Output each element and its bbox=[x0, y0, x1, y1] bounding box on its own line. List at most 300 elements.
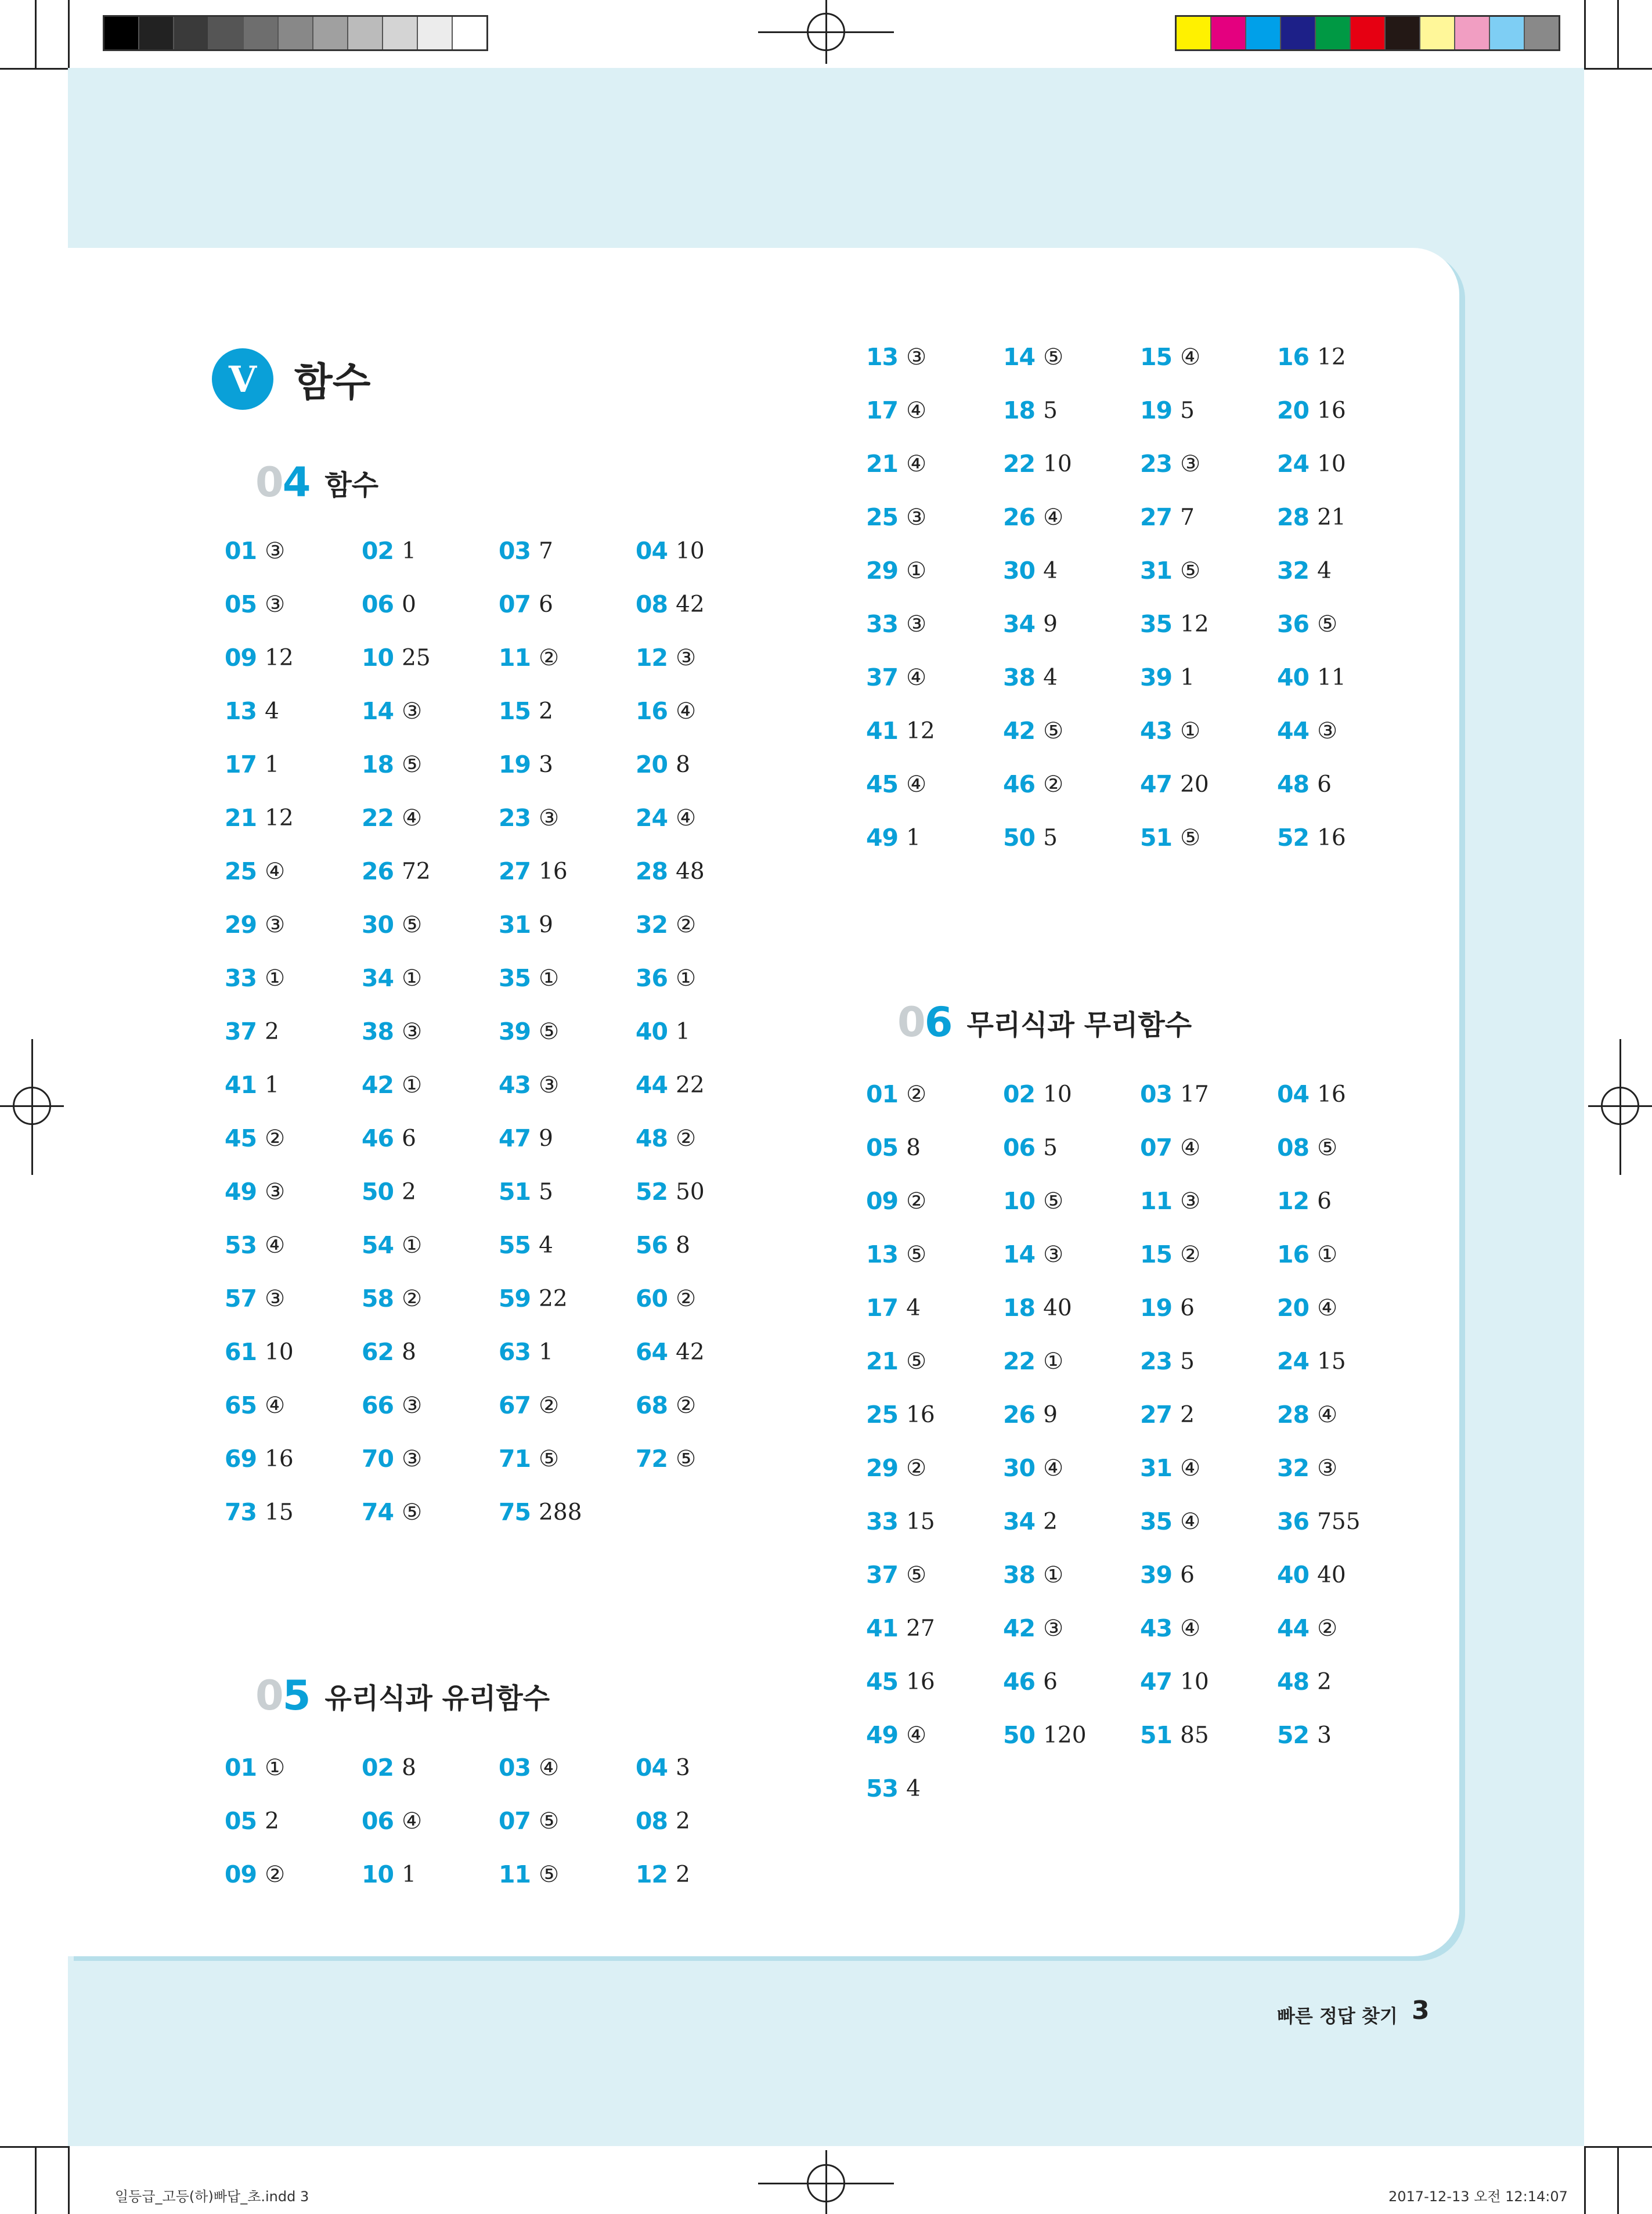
question-number: 10 bbox=[362, 1860, 394, 1888]
question-number: 70 bbox=[362, 1445, 394, 1473]
answer-value: 1 bbox=[539, 1339, 553, 1365]
answer-value: ③ bbox=[539, 1072, 560, 1098]
answer-value: 5 bbox=[539, 1178, 553, 1205]
answer-item bbox=[866, 758, 1003, 811]
answer-item bbox=[1140, 811, 1277, 864]
answer-value: ④ bbox=[906, 771, 927, 798]
question-number: 23 bbox=[1140, 450, 1173, 478]
answer-item bbox=[1277, 544, 1414, 597]
answer-value: ⑤ bbox=[906, 1348, 927, 1375]
answer-item bbox=[636, 1794, 773, 1848]
question-number: 13 bbox=[866, 343, 899, 371]
question-number: 52 bbox=[636, 1178, 668, 1206]
answer-value: ② bbox=[906, 1455, 927, 1481]
answer-value: 7 bbox=[1180, 504, 1195, 531]
question-number: 04 bbox=[636, 1754, 668, 1782]
answer-value: 120 bbox=[1043, 1722, 1087, 1748]
question-number: 24 bbox=[1277, 1347, 1310, 1375]
answer-value: ③ bbox=[1317, 717, 1338, 744]
answer-item bbox=[499, 578, 636, 631]
answer-value: 8 bbox=[402, 1339, 416, 1365]
answer-item bbox=[636, 951, 773, 1005]
answer-item bbox=[225, 898, 362, 951]
question-number: 36 bbox=[636, 964, 668, 992]
answer-value: 72 bbox=[402, 858, 431, 885]
answer-item bbox=[866, 330, 1003, 384]
color-swatch bbox=[1386, 17, 1420, 49]
answer-item bbox=[225, 1218, 362, 1272]
question-number: 29 bbox=[225, 911, 257, 939]
answer-value: 2 bbox=[676, 1808, 690, 1834]
answer-item bbox=[1277, 1121, 1414, 1174]
answer-value: ② bbox=[676, 1285, 697, 1312]
answer-value: 12 bbox=[265, 805, 294, 831]
answer-item bbox=[1277, 1174, 1414, 1228]
question-number: 15 bbox=[499, 697, 531, 725]
question-number: 32 bbox=[636, 911, 668, 939]
answer-value: ⑤ bbox=[1180, 824, 1201, 851]
answer-item bbox=[1277, 491, 1414, 544]
question-number: 36 bbox=[1277, 1508, 1310, 1535]
question-number: 13 bbox=[225, 697, 257, 725]
answer-value: 2 bbox=[539, 698, 553, 724]
answer-value: ④ bbox=[402, 805, 423, 831]
question-number: 35 bbox=[499, 964, 531, 992]
answer-value: ② bbox=[265, 1125, 286, 1152]
answer-item bbox=[362, 1432, 499, 1485]
answer-value: 1 bbox=[265, 1072, 279, 1098]
answer-item bbox=[1003, 811, 1140, 864]
question-number: 60 bbox=[636, 1285, 668, 1312]
answer-item bbox=[499, 845, 636, 898]
answer-item bbox=[636, 1741, 773, 1794]
answer-item bbox=[1277, 384, 1414, 437]
answer-item bbox=[362, 578, 499, 631]
question-number: 24 bbox=[636, 804, 668, 832]
answer-item bbox=[636, 1272, 773, 1325]
answer-value: ⑤ bbox=[402, 1499, 423, 1526]
question-number: 51 bbox=[499, 1178, 531, 1206]
answer-item bbox=[362, 1325, 499, 1379]
answer-value: 12 bbox=[1180, 611, 1209, 637]
answer-value: ② bbox=[906, 1188, 927, 1214]
answer-value: 15 bbox=[906, 1508, 935, 1535]
crop-mark bbox=[68, 0, 70, 68]
question-number: 10 bbox=[1003, 1187, 1036, 1215]
section-heading-06 bbox=[897, 998, 1192, 1046]
section-title: 유리식과 유리함수 bbox=[324, 1682, 550, 1715]
answer-grid-05-right bbox=[866, 330, 1414, 864]
answer-item bbox=[362, 1112, 499, 1165]
answer-value: ③ bbox=[1317, 1455, 1338, 1481]
answer-item bbox=[636, 631, 773, 684]
answer-value: ⑤ bbox=[402, 751, 423, 778]
answer-value: 4 bbox=[539, 1232, 553, 1259]
answer-item bbox=[1003, 1548, 1140, 1602]
answer-item bbox=[866, 1655, 1003, 1708]
answer-value: 2 bbox=[402, 1178, 416, 1205]
question-number: 01 bbox=[866, 1080, 899, 1108]
question-number: 44 bbox=[1277, 717, 1310, 745]
question-number: 06 bbox=[1003, 1134, 1036, 1162]
answer-value: ③ bbox=[539, 805, 560, 831]
answer-value: ② bbox=[676, 1392, 697, 1419]
answer-item bbox=[499, 1005, 636, 1058]
question-number: 53 bbox=[866, 1775, 899, 1802]
answer-value: ③ bbox=[1043, 1615, 1064, 1642]
question-number: 31 bbox=[1140, 557, 1173, 585]
answer-value: 16 bbox=[906, 1668, 935, 1695]
question-number: 50 bbox=[1003, 824, 1036, 852]
question-number: 43 bbox=[499, 1071, 531, 1099]
answer-value: 16 bbox=[1317, 397, 1346, 424]
question-number: 17 bbox=[866, 396, 899, 424]
answer-item bbox=[1140, 384, 1277, 437]
crop-mark bbox=[1584, 2146, 1586, 2214]
answer-value: 2 bbox=[1180, 1401, 1195, 1428]
answer-value: 16 bbox=[1317, 824, 1346, 851]
answer-item bbox=[866, 544, 1003, 597]
answer-value: 8 bbox=[676, 751, 690, 778]
answer-item bbox=[636, 1165, 773, 1218]
color-swatch bbox=[418, 17, 453, 49]
answer-value: 5 bbox=[1180, 1348, 1195, 1375]
answer-value: ③ bbox=[402, 1018, 423, 1045]
answer-value: ④ bbox=[676, 805, 697, 831]
answer-item bbox=[1277, 597, 1414, 651]
answer-item bbox=[499, 1741, 636, 1794]
answer-item bbox=[1140, 1441, 1277, 1495]
answer-item bbox=[499, 1379, 636, 1432]
question-number: 33 bbox=[225, 964, 257, 992]
question-number: 16 bbox=[1277, 1241, 1310, 1268]
question-number: 03 bbox=[499, 1754, 531, 1782]
question-number: 27 bbox=[1140, 1401, 1173, 1429]
question-number: 14 bbox=[362, 697, 394, 725]
answer-value: ⑤ bbox=[1043, 344, 1064, 370]
answer-item bbox=[866, 1388, 1003, 1441]
answer-item bbox=[866, 597, 1003, 651]
answer-value: ④ bbox=[539, 1754, 560, 1781]
section-number: 06 bbox=[897, 998, 952, 1046]
question-number: 03 bbox=[499, 537, 531, 565]
color-swatch bbox=[1525, 17, 1559, 49]
answer-item bbox=[1140, 491, 1277, 544]
question-number: 45 bbox=[866, 1668, 899, 1696]
grayscale-color-bar bbox=[103, 15, 488, 51]
answer-value: 16 bbox=[539, 858, 568, 885]
answer-item bbox=[225, 1058, 362, 1112]
color-swatch bbox=[279, 17, 313, 49]
question-number: 34 bbox=[1003, 610, 1036, 638]
answer-value: 12 bbox=[1317, 344, 1346, 370]
answer-value: ④ bbox=[906, 450, 927, 477]
answer-item bbox=[1277, 1655, 1414, 1708]
crop-mark bbox=[68, 2146, 70, 2214]
question-number: 05 bbox=[225, 590, 257, 618]
question-number: 02 bbox=[1003, 1080, 1036, 1108]
answer-item bbox=[225, 1325, 362, 1379]
answer-item bbox=[636, 738, 773, 791]
answer-item bbox=[362, 1058, 499, 1112]
answer-value: ④ bbox=[1180, 1455, 1201, 1481]
color-swatch bbox=[1420, 17, 1455, 49]
answer-item bbox=[866, 1708, 1003, 1762]
question-number: 11 bbox=[499, 1860, 531, 1888]
answer-item bbox=[499, 791, 636, 845]
question-number: 65 bbox=[225, 1391, 257, 1419]
question-number: 15 bbox=[1140, 343, 1173, 371]
answer-value: 2 bbox=[676, 1861, 690, 1888]
answer-value: ③ bbox=[906, 504, 927, 531]
answer-value: 85 bbox=[1180, 1722, 1209, 1748]
question-number: 45 bbox=[866, 770, 899, 798]
answer-value: ④ bbox=[906, 1722, 927, 1748]
answer-item bbox=[499, 1058, 636, 1112]
answer-item bbox=[1277, 1495, 1414, 1548]
answer-item bbox=[636, 1112, 773, 1165]
answer-item bbox=[1140, 704, 1277, 758]
process-color-bar bbox=[1175, 15, 1560, 51]
answer-value: ⑤ bbox=[539, 1445, 560, 1472]
color-swatch bbox=[244, 17, 279, 49]
answer-item bbox=[1140, 1281, 1277, 1335]
answer-item bbox=[1140, 1548, 1277, 1602]
answer-value: ④ bbox=[1180, 1615, 1201, 1642]
question-number: 20 bbox=[1277, 1294, 1310, 1322]
answer-item bbox=[362, 898, 499, 951]
answer-item bbox=[499, 951, 636, 1005]
question-number: 73 bbox=[225, 1498, 257, 1526]
answer-item bbox=[1277, 704, 1414, 758]
crop-mark bbox=[1617, 2146, 1619, 2214]
answer-value: 6 bbox=[1180, 1562, 1195, 1588]
question-number: 20 bbox=[1277, 396, 1310, 424]
answer-value: ① bbox=[676, 965, 697, 991]
answer-item bbox=[225, 951, 362, 1005]
answer-value: ④ bbox=[1180, 1134, 1201, 1161]
answer-item bbox=[636, 1058, 773, 1112]
answer-item bbox=[1003, 1174, 1140, 1228]
answer-item bbox=[1277, 437, 1414, 491]
answer-item bbox=[225, 524, 362, 578]
question-number: 71 bbox=[499, 1445, 531, 1473]
answer-value: ③ bbox=[265, 538, 286, 564]
answer-value: ④ bbox=[906, 397, 927, 424]
question-number: 47 bbox=[499, 1124, 531, 1152]
question-number: 47 bbox=[1140, 770, 1173, 798]
answer-item bbox=[636, 578, 773, 631]
answer-value: ③ bbox=[676, 644, 697, 671]
question-number: 30 bbox=[1003, 557, 1036, 585]
question-number: 27 bbox=[1140, 503, 1173, 531]
question-number: 44 bbox=[1277, 1614, 1310, 1642]
question-number: 31 bbox=[1140, 1454, 1173, 1482]
answer-item bbox=[1277, 1548, 1414, 1602]
answer-value: ③ bbox=[265, 591, 286, 618]
answer-value: 9 bbox=[1043, 1401, 1058, 1428]
question-number: 02 bbox=[362, 1754, 394, 1782]
answer-item bbox=[225, 738, 362, 791]
answer-item bbox=[1277, 1388, 1414, 1441]
answer-item bbox=[1140, 1228, 1277, 1281]
answer-value: ② bbox=[1317, 1615, 1338, 1642]
answer-item bbox=[225, 1112, 362, 1165]
question-number: 42 bbox=[1003, 717, 1036, 745]
question-number: 11 bbox=[499, 644, 531, 672]
question-number: 56 bbox=[636, 1231, 668, 1259]
answer-item bbox=[636, 1379, 773, 1432]
answer-item bbox=[225, 631, 362, 684]
question-number: 01 bbox=[225, 537, 257, 565]
question-number: 07 bbox=[1140, 1134, 1173, 1162]
answer-value: ① bbox=[265, 1754, 286, 1781]
answer-value: 4 bbox=[1043, 557, 1058, 584]
answer-value: 15 bbox=[265, 1499, 294, 1526]
answer-value: ① bbox=[1043, 1348, 1064, 1375]
answer-item bbox=[636, 1848, 773, 1901]
question-number: 59 bbox=[499, 1285, 531, 1312]
answer-value: 6 bbox=[539, 591, 553, 618]
answer-item bbox=[362, 951, 499, 1005]
question-number: 27 bbox=[499, 857, 531, 885]
answer-item bbox=[1140, 1495, 1277, 1548]
answer-value: 12 bbox=[906, 717, 935, 744]
question-number: 37 bbox=[866, 1561, 899, 1589]
question-number: 18 bbox=[1003, 396, 1036, 424]
answer-item bbox=[636, 684, 773, 738]
answer-value: 8 bbox=[402, 1754, 416, 1781]
answer-item bbox=[636, 1325, 773, 1379]
question-number: 30 bbox=[1003, 1454, 1036, 1482]
answer-item bbox=[499, 1272, 636, 1325]
answer-item bbox=[1277, 1335, 1414, 1388]
question-number: 61 bbox=[225, 1338, 257, 1366]
question-number: 72 bbox=[636, 1445, 668, 1473]
answer-value: ⑤ bbox=[906, 1241, 927, 1268]
color-swatch bbox=[209, 17, 244, 49]
answer-value: 1 bbox=[906, 824, 921, 851]
answer-value: 5 bbox=[1180, 397, 1195, 424]
question-number: 66 bbox=[362, 1391, 394, 1419]
answer-item bbox=[1140, 330, 1277, 384]
question-number: 09 bbox=[866, 1187, 899, 1215]
answer-value: ⑤ bbox=[539, 1018, 560, 1045]
answer-value: ⑤ bbox=[906, 1562, 927, 1588]
answer-value: 1 bbox=[1180, 664, 1195, 691]
answer-item bbox=[1003, 1281, 1140, 1335]
chapter-number-badge: V bbox=[212, 348, 273, 410]
question-number: 28 bbox=[1277, 1401, 1310, 1429]
answer-grid-05-left bbox=[225, 1741, 773, 1901]
question-number: 07 bbox=[499, 590, 531, 618]
answer-value: 15 bbox=[1317, 1348, 1346, 1375]
answer-item bbox=[1003, 1121, 1140, 1174]
question-number: 22 bbox=[1003, 1347, 1036, 1375]
answer-item bbox=[1003, 1228, 1140, 1281]
color-swatch bbox=[1211, 17, 1246, 49]
answer-value: 50 bbox=[676, 1178, 705, 1205]
answer-value: 6 bbox=[1317, 1188, 1332, 1214]
answer-value: 1 bbox=[676, 1018, 690, 1045]
chapter-heading bbox=[212, 348, 370, 410]
answer-value: 3 bbox=[676, 1754, 690, 1781]
color-swatch bbox=[1351, 17, 1386, 49]
color-swatch bbox=[1246, 17, 1281, 49]
question-number: 16 bbox=[1277, 343, 1310, 371]
answer-item bbox=[225, 791, 362, 845]
answer-value: 2 bbox=[1043, 1508, 1058, 1535]
question-number: 19 bbox=[1140, 396, 1173, 424]
answer-value: ① bbox=[906, 557, 927, 584]
question-number: 52 bbox=[1277, 824, 1310, 852]
question-number: 38 bbox=[362, 1018, 394, 1045]
section-number: 04 bbox=[255, 459, 310, 506]
question-number: 08 bbox=[1277, 1134, 1310, 1162]
answer-value: 2 bbox=[265, 1808, 279, 1834]
answer-value: ① bbox=[402, 965, 423, 991]
question-number: 22 bbox=[362, 804, 394, 832]
answer-value: 22 bbox=[676, 1072, 705, 1098]
question-number: 44 bbox=[636, 1071, 668, 1099]
question-number: 36 bbox=[1277, 610, 1310, 638]
crop-mark bbox=[1617, 0, 1619, 68]
answer-item bbox=[1140, 1602, 1277, 1655]
question-number: 16 bbox=[636, 697, 668, 725]
answer-item bbox=[1140, 651, 1277, 704]
question-number: 04 bbox=[1277, 1080, 1310, 1108]
question-number: 28 bbox=[636, 857, 668, 885]
question-number: 58 bbox=[362, 1285, 394, 1312]
answer-item bbox=[636, 1218, 773, 1272]
question-number: 50 bbox=[1003, 1721, 1036, 1749]
answer-value: ④ bbox=[1043, 504, 1064, 531]
answer-item bbox=[1140, 758, 1277, 811]
answer-value: 5 bbox=[1043, 824, 1058, 851]
answer-value: ① bbox=[402, 1232, 423, 1259]
question-number: 53 bbox=[225, 1231, 257, 1259]
crop-mark bbox=[35, 0, 37, 68]
answer-value: 5 bbox=[1043, 397, 1058, 424]
crop-mark bbox=[35, 2146, 37, 2214]
answer-item bbox=[1003, 1388, 1140, 1441]
answer-item bbox=[362, 1848, 499, 1901]
answer-item bbox=[362, 1005, 499, 1058]
answer-value: 27 bbox=[906, 1615, 935, 1642]
color-swatch bbox=[453, 17, 486, 49]
slug-filename: 일등급_고등(하)빠답_초.indd 3 bbox=[115, 2188, 309, 2205]
color-swatch bbox=[174, 17, 209, 49]
question-number: 02 bbox=[362, 537, 394, 565]
chapter-title: 함수 bbox=[294, 359, 371, 406]
question-number: 43 bbox=[1140, 1614, 1173, 1642]
page-number: 3 bbox=[1412, 1996, 1430, 2025]
question-number: 23 bbox=[499, 804, 531, 832]
question-number: 10 bbox=[362, 644, 394, 672]
answer-item bbox=[499, 1325, 636, 1379]
answer-value: 42 bbox=[676, 591, 705, 618]
answer-item bbox=[866, 1121, 1003, 1174]
answer-value: 1 bbox=[402, 1861, 416, 1888]
answer-item bbox=[499, 1794, 636, 1848]
question-number: 57 bbox=[225, 1285, 257, 1312]
question-number: 18 bbox=[1003, 1294, 1036, 1322]
color-swatch bbox=[1455, 17, 1490, 49]
question-number: 20 bbox=[636, 751, 668, 778]
answer-value: 8 bbox=[906, 1134, 921, 1161]
answer-item bbox=[1003, 1068, 1140, 1121]
answer-value: 9 bbox=[1043, 611, 1058, 637]
